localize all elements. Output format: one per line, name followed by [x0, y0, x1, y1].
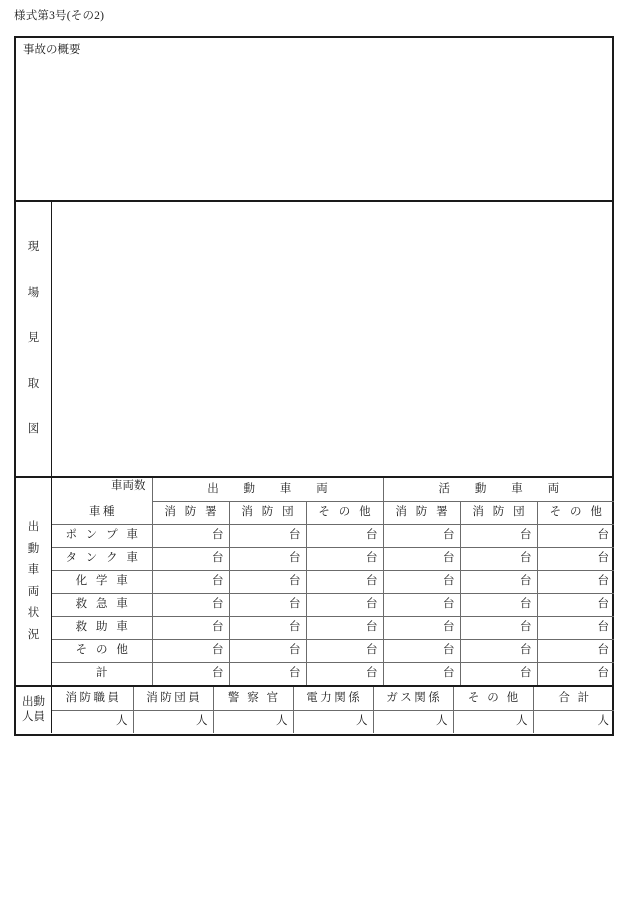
vehicle-count-input[interactable]: 台: [537, 570, 614, 593]
vehicle-subheader: 消 防 署: [383, 501, 460, 524]
table-row: [52, 547, 614, 570]
vehicle-count-label: 車両数: [111, 480, 146, 492]
vehicle-row-label: タ ン ク 車: [52, 547, 152, 570]
vehicle-count-input[interactable]: 台: [537, 616, 614, 639]
vehicle-kind-label: 車種: [89, 506, 117, 518]
vehicle-group-header-dispatched: 出 動 車 両: [152, 478, 383, 501]
personnel-column-header: 消防団員: [133, 687, 213, 710]
vehicle-count-input[interactable]: 台: [152, 524, 229, 547]
vehicle-count-input[interactable]: 台: [383, 593, 460, 616]
personnel-value-row: [52, 710, 614, 733]
vehicle-count-input[interactable]: 台: [306, 639, 383, 662]
table-row: [52, 639, 614, 662]
form-outer-frame: [14, 36, 614, 736]
personnel-column-header-total: 合 計: [533, 687, 614, 710]
vehicle-status-label-char: 両: [27, 585, 40, 598]
site-sketch-label-char: 場: [27, 286, 40, 299]
vehicle-count-total[interactable]: 台: [537, 662, 614, 685]
accident-outline-writing-area[interactable]: [16, 38, 612, 200]
personnel-column-header: 警 察 官: [213, 687, 293, 710]
vehicle-count-input[interactable]: 台: [306, 524, 383, 547]
vehicle-count-input[interactable]: 台: [460, 639, 537, 662]
vehicle-row-label: そ の 他: [52, 639, 152, 662]
vehicle-subheader: そ の 他: [306, 501, 383, 524]
personnel-column-header: ガス関係: [373, 687, 453, 710]
personnel-table: [52, 687, 614, 733]
site-sketch-label-char: 図: [27, 423, 40, 436]
vehicle-count-input[interactable]: 台: [537, 547, 614, 570]
vehicle-count-total[interactable]: 台: [460, 662, 537, 685]
vehicle-row-label: ポ ン プ 車: [52, 524, 152, 547]
vehicle-count-input[interactable]: 台: [306, 547, 383, 570]
vehicle-count-input[interactable]: 台: [460, 547, 537, 570]
personnel-label-line1: 出動: [22, 696, 45, 708]
vehicle-status-label-char: 状: [27, 607, 40, 619]
personnel-column-header: 電力関係: [293, 687, 373, 710]
vehicle-row-label: 化 学 車: [52, 570, 152, 593]
vehicle-count-total[interactable]: 台: [383, 662, 460, 685]
section-site-sketch: [16, 202, 612, 478]
vehicle-count-input[interactable]: 台: [460, 593, 537, 616]
personnel-column-header: そ の 他: [453, 687, 533, 710]
vehicle-count-input[interactable]: 台: [229, 524, 306, 547]
vehicle-count-input[interactable]: 台: [229, 570, 306, 593]
personnel-count-input[interactable]: 人: [373, 710, 453, 733]
vehicle-count-input[interactable]: 台: [383, 524, 460, 547]
personnel-header-row: [52, 687, 614, 710]
vehicle-count-input[interactable]: 台: [152, 639, 229, 662]
vehicle-subheader: 消 防 団: [229, 501, 306, 524]
site-sketch-drawing-area[interactable]: [52, 202, 612, 476]
vehicle-table-header-row: [52, 478, 614, 501]
vehicle-status-label-char: 動: [27, 542, 40, 555]
personnel-label: [16, 687, 52, 733]
personnel-count-input[interactable]: 人: [213, 710, 293, 733]
site-sketch-label-char: 現: [27, 241, 40, 254]
vehicle-count-input[interactable]: 台: [152, 593, 229, 616]
table-row-total: [52, 662, 614, 685]
vehicle-count-input[interactable]: 台: [306, 616, 383, 639]
vehicle-subheader: そ の 他: [537, 501, 614, 524]
vehicle-count-input[interactable]: 台: [152, 547, 229, 570]
vehicle-table: [52, 478, 614, 685]
vehicle-subheader: 消 防 署: [152, 501, 229, 524]
vehicle-count-input[interactable]: 台: [383, 616, 460, 639]
table-row: [52, 570, 614, 593]
vehicle-status-label-char: 況: [27, 628, 40, 641]
personnel-count-total[interactable]: 人: [533, 710, 614, 733]
vehicle-count-total[interactable]: 台: [229, 662, 306, 685]
vehicle-count-input[interactable]: 台: [229, 547, 306, 570]
personnel-label-line2: 人員: [22, 711, 45, 723]
vehicle-row-label: 救 急 車: [52, 593, 152, 616]
table-row: [52, 593, 614, 616]
vehicle-count-input[interactable]: 台: [229, 593, 306, 616]
vehicle-count-input[interactable]: 台: [306, 593, 383, 616]
section-personnel: [16, 687, 612, 733]
vehicle-row-label-total: 計: [52, 662, 152, 685]
vehicle-status-label-char: 車: [27, 564, 40, 576]
vehicle-group-header-active: 活 動 車 両: [383, 478, 614, 501]
vehicle-count-input[interactable]: 台: [537, 639, 614, 662]
vehicle-count-total[interactable]: 台: [152, 662, 229, 685]
section-vehicle-status: [16, 478, 612, 687]
personnel-count-input[interactable]: 人: [52, 710, 133, 733]
table-row: [52, 524, 614, 547]
site-sketch-label-char: 取: [27, 377, 40, 390]
vehicle-subheader: 消 防 団: [460, 501, 537, 524]
vehicle-row-label: 救 助 車: [52, 616, 152, 639]
section-accident-outline: [16, 38, 612, 202]
vehicle-table-corner-cell: [52, 478, 152, 524]
personnel-column-header: 消防職員: [52, 687, 133, 710]
personnel-count-input[interactable]: 人: [453, 710, 533, 733]
vehicle-count-input[interactable]: 台: [537, 593, 614, 616]
vehicle-status-label: [16, 478, 52, 685]
vehicle-count-input[interactable]: 台: [152, 616, 229, 639]
vehicle-count-input[interactable]: 台: [383, 639, 460, 662]
vehicle-count-input[interactable]: 台: [152, 570, 229, 593]
personnel-count-input[interactable]: 人: [293, 710, 373, 733]
vehicle-count-input[interactable]: 台: [460, 616, 537, 639]
accident-outline-header: 事故の概要: [23, 44, 81, 56]
vehicle-count-total[interactable]: 台: [306, 662, 383, 685]
form-number-title: 様式第3号(その2): [14, 10, 105, 22]
site-sketch-label: [16, 202, 52, 476]
vehicle-count-input[interactable]: 台: [229, 639, 306, 662]
vehicle-count-input[interactable]: 台: [229, 616, 306, 639]
vehicle-count-input[interactable]: 台: [460, 524, 537, 547]
personnel-count-input[interactable]: 人: [133, 710, 213, 733]
table-row: [52, 616, 614, 639]
vehicle-count-input[interactable]: 台: [383, 547, 460, 570]
vehicle-count-input[interactable]: 台: [306, 570, 383, 593]
vehicle-count-input[interactable]: 台: [460, 570, 537, 593]
site-sketch-label-char: 見: [27, 332, 40, 345]
vehicle-count-input[interactable]: 台: [537, 524, 614, 547]
vehicle-status-label-char: 出: [27, 521, 40, 533]
vehicle-count-input[interactable]: 台: [383, 570, 460, 593]
